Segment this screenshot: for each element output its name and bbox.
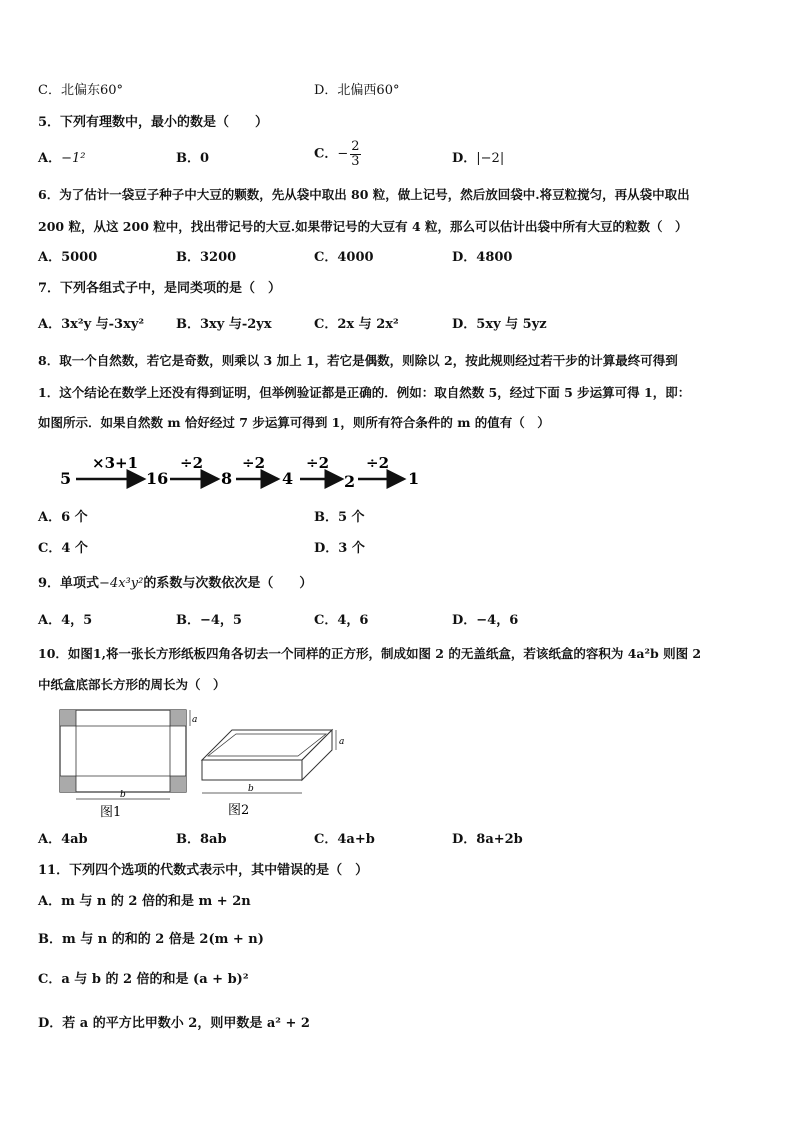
q8-stem-line3: 如图所示．如果自然数 m 恰好经过 7 步运算可得到 1，则所有符合条件的 m 的值有（ ） [38,415,550,430]
q6-option-a[interactable]: A．5000 [38,250,98,265]
q10-option-d[interactable]: D．8a+2b [452,832,523,847]
q11-option-c[interactable]: C．a 与 b 的 2 倍的和是 (a + b)² [38,972,249,987]
chain-number-2: 2 [344,472,356,491]
q9-option-d[interactable]: D．−4，6 [452,613,519,628]
q10-stem-line1: 10．如图1,将一张长方形纸板四角各切去一个同样的正方形，制成如图 2 的无盖纸盒，若该纸盒的容积为 4a²b 则图 2 [38,646,702,661]
fig1-caption: 图1 [100,805,122,820]
fig2-label-b: b [248,784,254,794]
q10-option-c[interactable]: C．4a+b [314,832,375,847]
q9-monomial: −4x³y² [99,576,144,591]
q10-stem-line2: 中纸盒底部长方形的周长为（ ） [38,677,226,692]
fig1-outer-rect [60,710,186,792]
q8-option-a[interactable]: A．6 个 [38,510,88,525]
chain-number-4: 4 [282,469,294,488]
q5-option-d[interactable] [452,150,504,168]
q5-option-c-denominator: 3 [351,154,360,169]
q11-stem: 11．下列四个选项的代数式表示中，其中错误的是（ ） [38,863,369,878]
q9-option-c[interactable]: C．4，6 [314,613,369,628]
q4-option-c[interactable]: C．北偏东60° [38,83,123,98]
chain-op-3: ÷2 [242,454,266,472]
q7-stem: 7．下列各组式子中，是同类项的是（ ） [38,281,282,296]
q11-option-b[interactable]: B．m 与 n 的和的 2 倍是 2(m + n) [38,932,264,947]
q8-option-d[interactable]: D．3 个 [314,541,365,556]
fig1-corner-tl [60,710,76,726]
q10-option-b[interactable]: B．8ab [176,832,227,847]
fig1-corner-bl [60,776,76,792]
q5-option-c-numerator: 2 [351,139,360,154]
q11-option-d[interactable]: D．若 a 的平方比甲数小 2，则甲数是 a² + 2 [38,1016,310,1031]
fig1-label-b: b [120,790,126,800]
q5-option-d-value: |−2| [476,151,505,166]
fig2-caption: 图2 [228,803,250,818]
q9-stem-suffix: 的系数与次数依次是（ ） [143,576,313,591]
fig1-label-a: a [192,715,198,725]
q6-stem-line2: 200 粒，从这 200 粒中，找出带记号的大豆.如果带记号的大豆有 4 粒，那么可以估计出袋中所有大豆的粒数（ ） [38,219,688,234]
q4-option-d[interactable]: D．北偏西60° [314,83,400,98]
q11-option-a[interactable]: A．m 与 n 的 2 倍的和是 m + 2n [38,894,251,909]
q7-option-c[interactable]: C．2x 与 2x² [314,317,399,332]
q5-option-a-value: −1² [61,151,86,166]
chain-op-2: ÷2 [180,454,204,472]
q9-stem [38,575,312,593]
figure-1-cardboard [56,706,196,822]
q10-option-a[interactable]: A．4ab [38,832,88,847]
q5-option-a[interactable] [38,150,85,168]
q6-option-d[interactable]: D．4800 [452,250,513,265]
chain-number-16: 16 [146,469,169,488]
q5-option-c-label: C． [314,146,338,162]
q7-option-a[interactable]: A．3x²y 与-3xy² [38,317,145,332]
q7-option-b[interactable]: B．3xy 与-2yx [176,317,272,332]
fig1-corner-tr [170,710,186,726]
q5-option-c-fraction [350,140,360,169]
q6-option-b[interactable]: B．3200 [176,250,237,265]
q7-option-d[interactable]: D．5xy 与 5yz [452,317,547,332]
fig2-label-a: a [339,737,345,747]
q5-option-d-label: D． [452,151,477,166]
q8-stem-line2: 1．这个结论在数学上还没有得到证明，但举例验证都是正确的．例如：取自然数 5，经过下面 5 步运算可得 1，即： [38,385,691,400]
q5-option-c-sign: − [337,146,349,162]
collatz-chain-diagram [56,452,436,492]
figure-2-open-box [196,722,366,822]
q5-stem: 5．下列有理数中，最小的数是（ ） [38,115,269,130]
q9-option-a[interactable]: A．4，5 [38,613,93,628]
q6-stem-line1: 6．为了估计一袋豆子种子中大豆的颗数，先从袋中取出 80 粒，做上记号，然后放回袋中.将豆粒搅匀，再从袋中取出 [38,187,690,202]
q9-stem-prefix: 9．单项式 [38,576,100,591]
chain-number-5: 5 [60,469,72,488]
chain-number-1: 1 [408,469,420,488]
chain-op-5: ÷2 [366,454,390,472]
q5-option-a-label: A． [38,151,62,166]
q8-option-b[interactable]: B．5 个 [314,510,365,525]
q8-option-c[interactable]: C．4 个 [38,541,88,556]
q5-option-b[interactable]: B．0 [176,151,210,166]
chain-op-1: ×3+1 [92,454,139,472]
q8-stem-line1: 8．取一个自然数，若它是奇数，则乘以 3 加上 1，若它是偶数，则除以 2，按此规则经过若干步的计算最终可得到 [38,353,678,368]
fig1-corner-br [170,776,186,792]
q6-option-c[interactable]: C．4000 [314,250,374,265]
q5-option-c[interactable] [314,140,363,169]
chain-number-8: 8 [221,469,233,488]
chain-op-4: ÷2 [306,454,330,472]
fig2-front-face [202,760,302,780]
q9-option-b[interactable]: B．−4，5 [176,613,242,628]
